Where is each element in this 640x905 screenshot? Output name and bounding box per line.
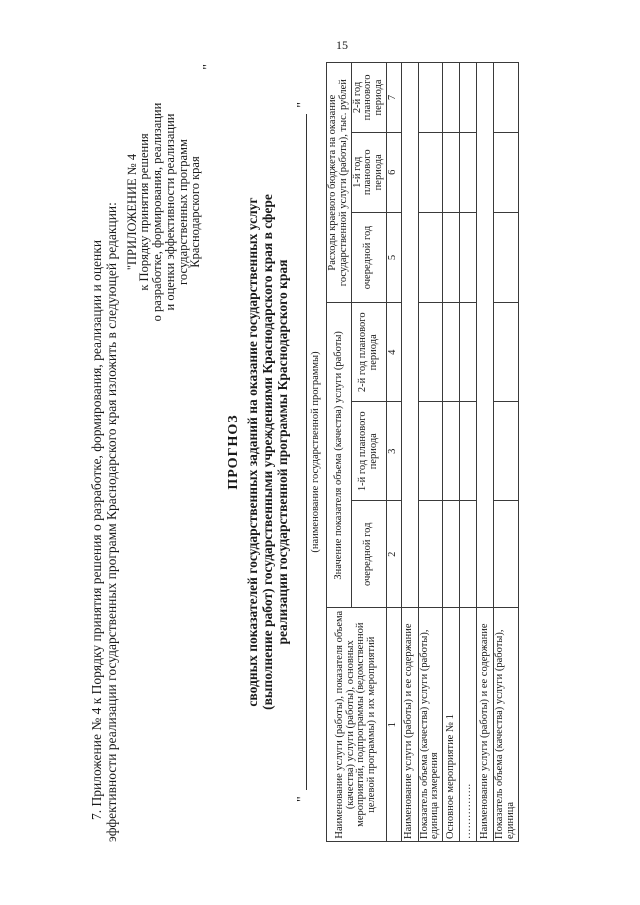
table-cell [443, 303, 460, 402]
title-main: ПРОГНОЗ [226, 414, 242, 490]
table-cell [460, 132, 477, 212]
table-cell [418, 501, 442, 608]
table-row [460, 63, 477, 842]
header-name-column: Наименование услуги (работы), показателя объема (качества) услуги (работы), основных мероприятий, подпрограммы (ведомственной целевой программы) и их мероприятий [327, 608, 387, 842]
header-volume-plan-2: 2-й год планового периода [351, 303, 386, 402]
row-label: Основное мероприятие № 1 [443, 608, 460, 842]
table-cell [494, 132, 518, 212]
page-number: 15 [336, 38, 348, 52]
intro-paragraph [90, 62, 120, 842]
header-budget-next-year: очередной год [351, 212, 386, 303]
appendix-line-1: "ПРИЛОЖЕНИЕ № 4 [124, 153, 139, 271]
row-label: ……………. [460, 608, 477, 842]
appendix-line-2: к Порядку принятия решения [137, 133, 152, 291]
header-volume-plan-1: 1-й год планового периода [351, 402, 386, 501]
appendix-line-4: и оценки эффективности реализации [162, 113, 177, 311]
column-number: 3 [386, 402, 401, 501]
table-row [494, 63, 518, 842]
column-number: 6 [386, 132, 401, 212]
header-volume-next-year: очередной год [351, 501, 386, 608]
quote-mark: " [201, 64, 217, 70]
table-cell [443, 501, 460, 608]
title-line-1: сводных показателей государственных заданий на оказание государственных услуг [244, 197, 260, 707]
table-cell [418, 402, 442, 501]
table-cell [460, 501, 477, 608]
table-cell [494, 402, 518, 501]
table-row [443, 63, 460, 842]
table-cell [443, 132, 460, 212]
row-label: Наименование услуги (работы) и ее содержание [401, 608, 418, 842]
program-name-underline [306, 114, 307, 790]
appendix-block [126, 62, 203, 362]
column-number: 5 [386, 212, 401, 303]
header-budget-group: Расходы краевого бюджета на оказание государственной услуги (работы), тыс. рублей [327, 63, 351, 303]
rotated-document-body [90, 62, 570, 842]
column-number: 4 [386, 303, 401, 402]
program-name-caption: (наименование государственной программы) [310, 351, 322, 553]
header-budget-plan-1: 1-й год планового периода [351, 132, 386, 212]
header-volume-group: Значение показателя объема (качества) услуги (работы) [327, 303, 351, 608]
forecast-table [326, 62, 518, 842]
table-cell [494, 212, 518, 303]
column-number: 7 [386, 63, 401, 133]
column-numbers-row [386, 63, 401, 842]
table-cell [460, 402, 477, 501]
title-line-2: (выполнение работ) государственными учреждениями Краснодарского края в сфере [259, 194, 275, 710]
table-cell [460, 212, 477, 303]
table-cell [494, 63, 518, 133]
table-row [477, 63, 494, 842]
intro-line-2: эффективности реализации государственных программ Краснодарского края изложить в следующей редакции: [103, 202, 119, 842]
document-title [226, 62, 290, 842]
header-budget-plan-2: 2-й год планового периода [351, 63, 386, 133]
title-line-3: реализации государственной программы Краснодарского края [275, 259, 291, 645]
table-cell [418, 303, 442, 402]
open-quote: " [295, 796, 311, 802]
table-cell [460, 303, 477, 402]
column-number: 1 [386, 608, 401, 842]
close-quote: " [295, 102, 311, 108]
table-cell [443, 63, 460, 133]
table-cell [460, 63, 477, 133]
program-name-field [292, 102, 322, 802]
appendix-line-3: о разработке, формирования, реализации [150, 102, 165, 322]
table-cell [494, 501, 518, 608]
row-span-cell [401, 63, 418, 608]
table-cell [418, 132, 442, 212]
appendix-line-5: государственных программ [175, 139, 190, 285]
column-number: 2 [386, 501, 401, 608]
row-label: Показатель объема (качества) услуги (работы), единица измерения [418, 608, 442, 842]
row-label: Наименование услуги (работы) и ее содержание [477, 608, 494, 842]
table-cell [443, 402, 460, 501]
row-label: Показатель объема (качества) услуги (работы), единица [494, 608, 518, 842]
table-cell [418, 63, 442, 133]
intro-line-1: 7. Приложение № 4 к Порядку принятия решения о разработке, формирования, реализации и оценки [89, 239, 104, 820]
table-cell [494, 303, 518, 402]
appendix-line-6: Краснодарского края [188, 156, 203, 268]
table-cell [418, 212, 442, 303]
row-span-cell [477, 63, 494, 608]
table-cell [443, 212, 460, 303]
table-row [401, 63, 418, 842]
table-row [418, 63, 442, 842]
